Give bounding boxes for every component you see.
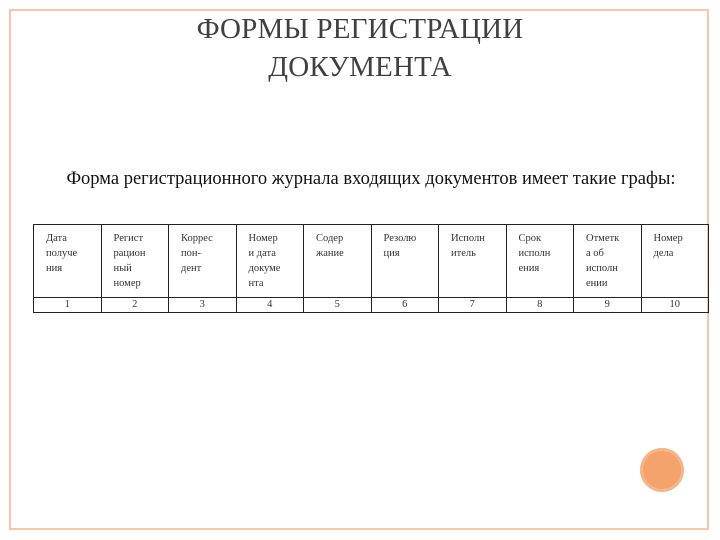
number-cell: 7 <box>439 298 507 313</box>
header-cell: Коррес пон- дент <box>169 225 237 298</box>
number-cell: 5 <box>304 298 372 313</box>
header-cell: Срок исполн ения <box>506 225 574 298</box>
table-header-row <box>34 225 709 298</box>
title-line-2: ДОКУМЕНТА <box>268 51 452 83</box>
number-cell: 10 <box>641 298 709 313</box>
number-cell: 1 <box>34 298 102 313</box>
header-cell: Исполн итель <box>439 225 507 298</box>
decorative-circle <box>640 448 684 492</box>
slide-subtitle: Форма регистрационного журнала входящих документов имеет такие графы: <box>66 169 676 189</box>
number-cell: 6 <box>371 298 439 313</box>
slide-title <box>0 10 720 86</box>
header-cell: Резолю ция <box>371 225 439 298</box>
header-cell: Содер жание <box>304 225 372 298</box>
number-cell: 8 <box>506 298 574 313</box>
table-number-row <box>34 298 709 313</box>
number-cell: 3 <box>169 298 237 313</box>
header-cell: Отметк а об исполн ении <box>574 225 642 298</box>
header-cell: Дата получе ния <box>34 225 102 298</box>
header-cell: Регист рацион ный номер <box>101 225 169 298</box>
number-cell: 4 <box>236 298 304 313</box>
number-cell: 2 <box>101 298 169 313</box>
header-cell: Номер дела <box>641 225 709 298</box>
registration-journal-table <box>33 224 709 313</box>
number-cell: 9 <box>574 298 642 313</box>
header-cell: Номер и дата докуме нта <box>236 225 304 298</box>
title-line-1: ФОРМЫ РЕГИСТРАЦИИ <box>196 13 524 45</box>
